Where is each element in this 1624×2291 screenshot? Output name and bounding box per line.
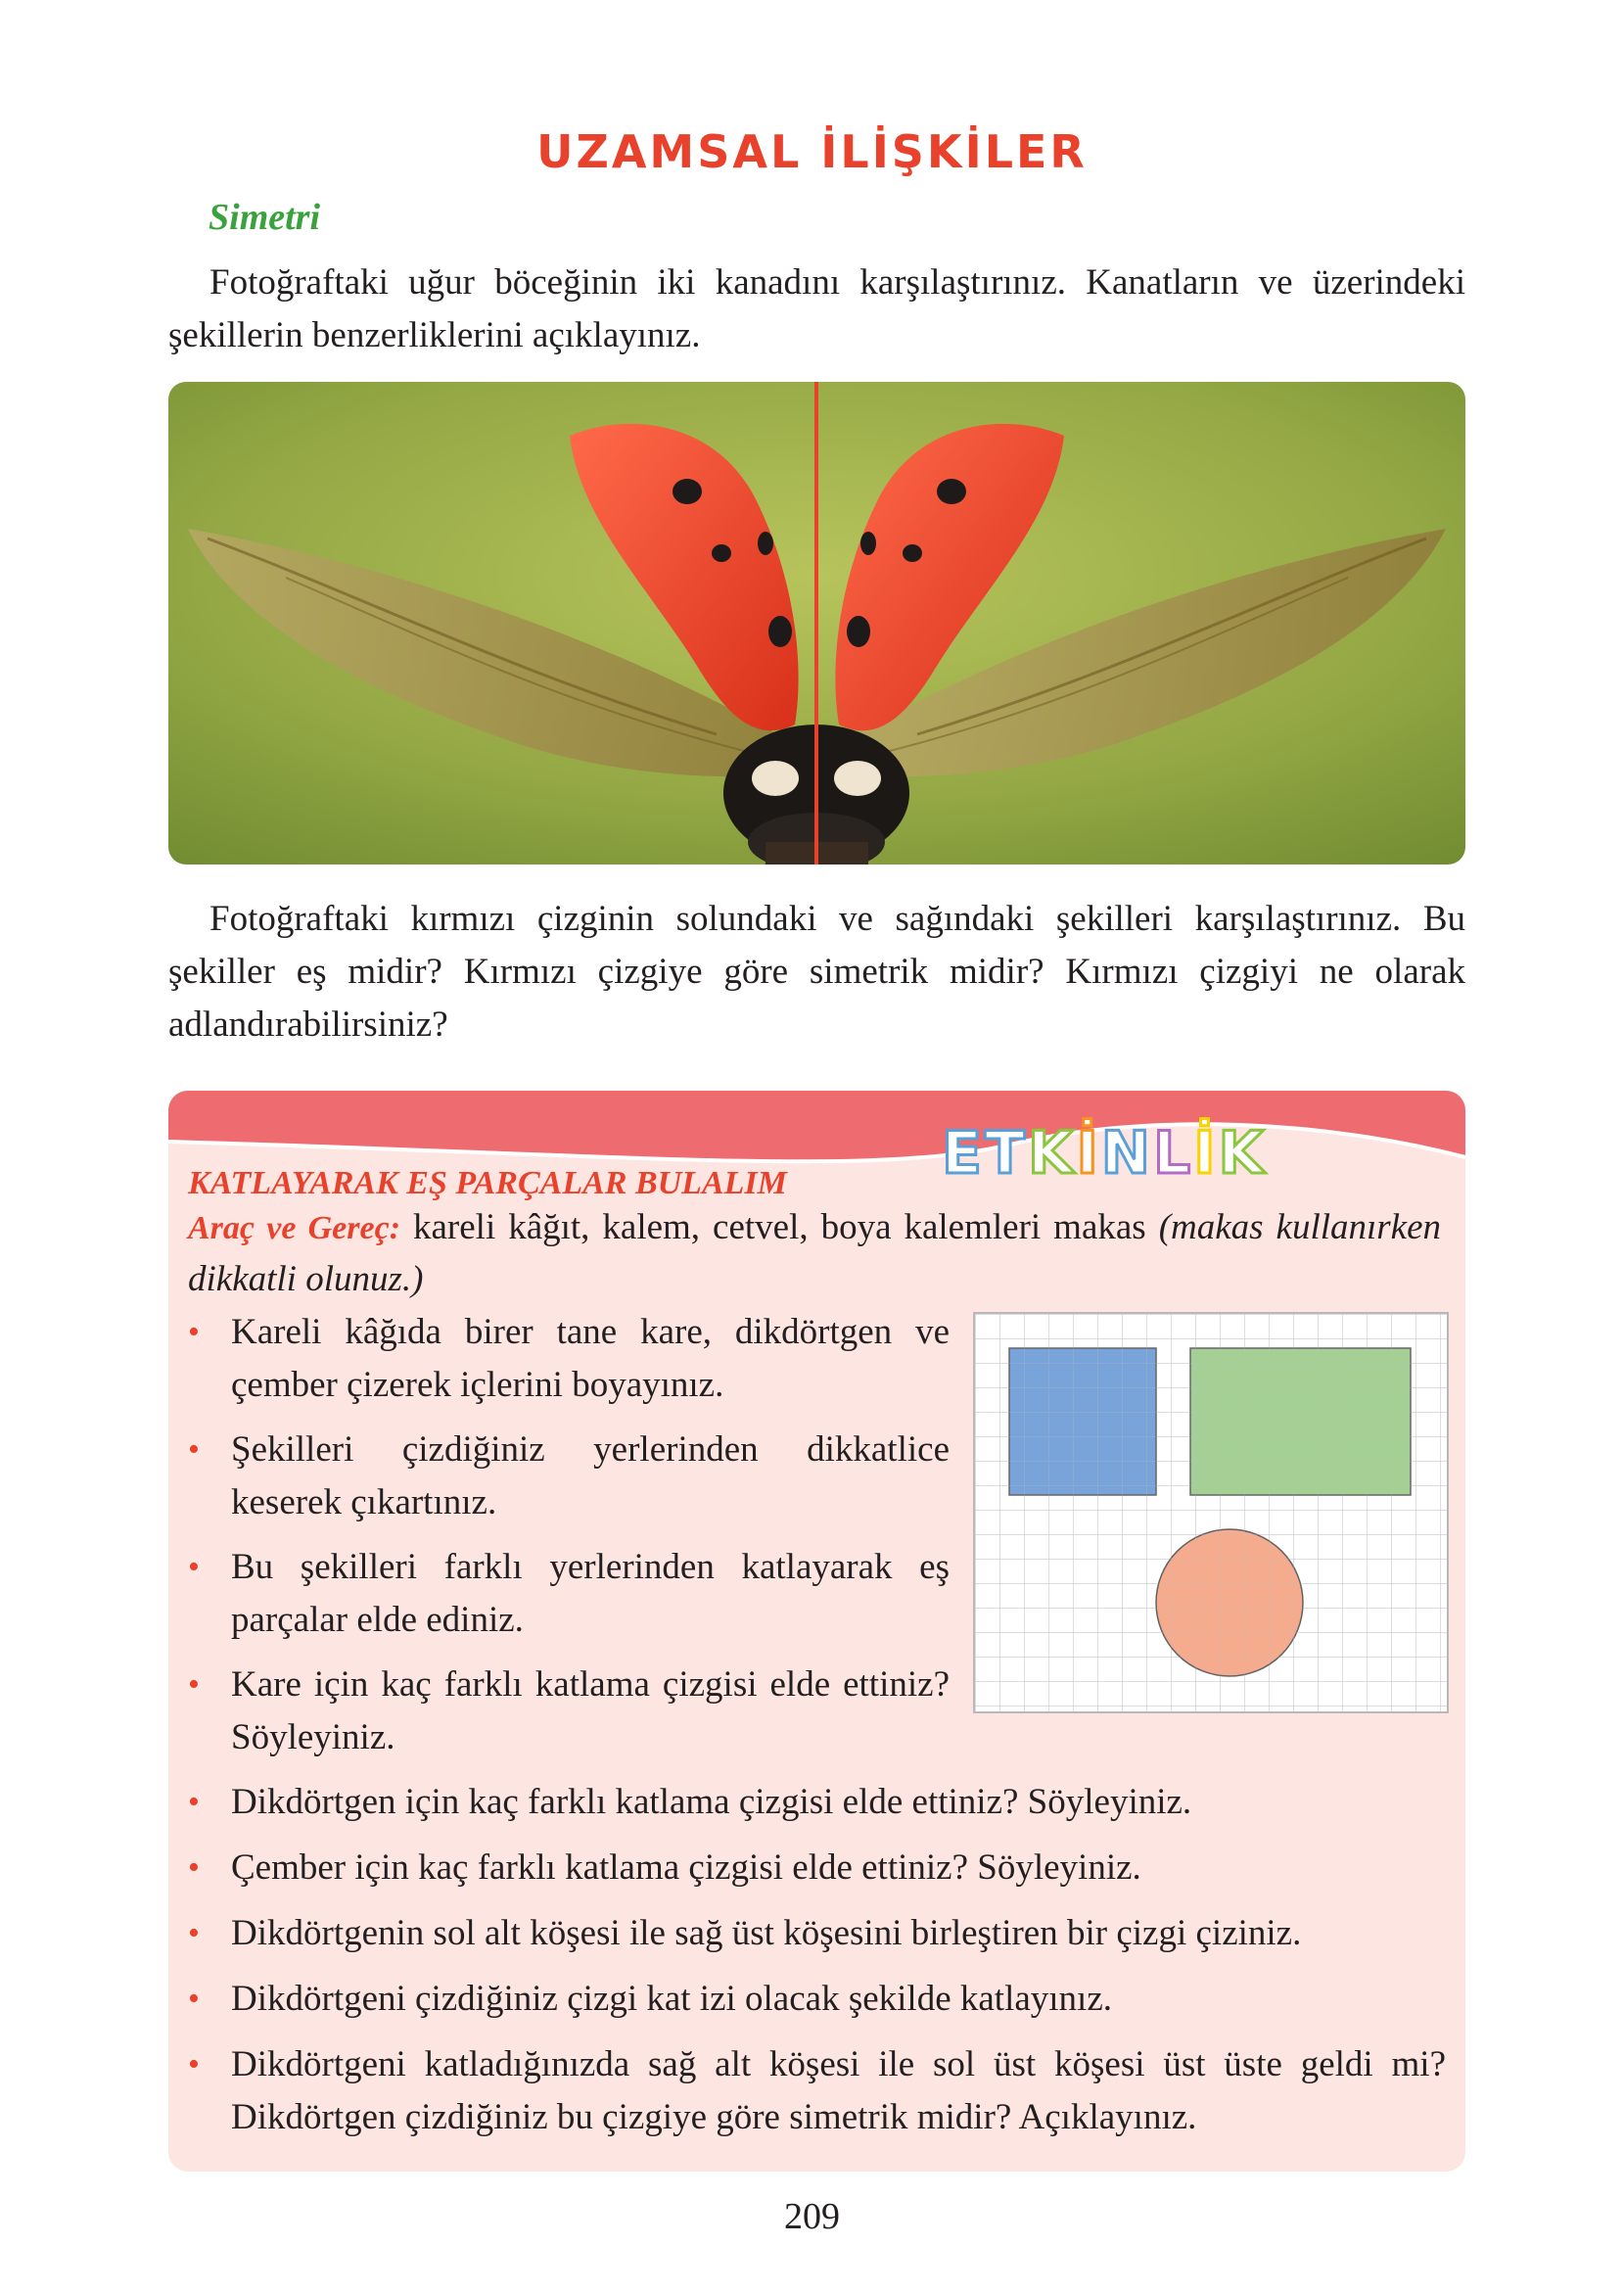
banner-letter: İ <box>1076 1119 1098 1188</box>
banner-letter: K <box>1027 1119 1074 1188</box>
bullet-text: Bu şekilleri farklı yerlerinden katlayarak eş parçalar elde ediniz. <box>231 1547 950 1640</box>
materials-text: kareli kâğıt, kalem, cetvel, boya kalemleri makas <box>413 1207 1146 1247</box>
materials-note: (makas kullanırken dikkatli olunuz.) <box>188 1207 1442 1299</box>
list-item <box>188 2038 1446 2144</box>
intro-text: Fotoğraftaki uğur böceğinin iki kanadını karşılaştırınız. Kanatların ve üzerindeki şekillerin benzerliklerini açıklayınız. <box>168 262 1465 355</box>
question-paragraph <box>168 893 1465 1052</box>
activity-title: KATLAYARAK EŞ PARÇALAR BULALIM <box>188 1165 787 1201</box>
bullet-text: Kareli kâğıda birer tane kare, dikdörtgen ve çember çizerek içlerini boyayınız. <box>231 1312 950 1405</box>
list-item <box>188 1907 1446 1960</box>
page-title: UZAMSAL İLİŞKİLER <box>536 125 1088 178</box>
bullet-dot: • <box>188 1431 200 1468</box>
bullet-dot: • <box>188 1549 200 1585</box>
grid-paper-illustration <box>973 1312 1449 1713</box>
ladybug-photo <box>168 382 1465 865</box>
bullet-dot: • <box>188 1784 200 1820</box>
list-item <box>188 1659 950 1764</box>
banner-letter: E <box>942 1119 982 1188</box>
list-item <box>188 1424 950 1529</box>
bullet-text: Çember için kaç farklı katlama çizgisi elde ettiniz? Söyleyiniz. <box>231 1847 1141 1888</box>
bullet-dot: • <box>188 1981 200 2017</box>
banner-letter: L <box>1152 1119 1191 1188</box>
banner-letter: İ <box>1193 1119 1216 1188</box>
list-item <box>188 1973 1446 2026</box>
question-text: Fotoğraftaki kırmızı çizginin solundaki ve sağındaki şekilleri karşılaştırınız. Bu şekiller eş midir? Kırmızı çizgiye göre simetrik midir? Kırmızı çizgiyi ne olarak adlandırabilirsiniz? <box>168 899 1465 1045</box>
bullet-text: Dikdörtgenin sol alt köşesi ile sağ üst köşesini birleştiren bir çizgi çiziniz. <box>231 1913 1302 1953</box>
page-number: 209 <box>784 2196 840 2237</box>
bullet-dot: • <box>188 1915 200 1951</box>
banner-letter: K <box>1218 1119 1265 1188</box>
materials-label: Araç ve Gereç: <box>188 1210 401 1246</box>
list-item <box>188 1776 1446 1829</box>
list-item <box>188 1842 1446 1894</box>
list-item <box>188 1306 950 1412</box>
bullet-text: Şekilleri çizdiğiniz yerlerinden dikkatlice keserek çıkartınız. <box>231 1429 950 1522</box>
bullet-text: Dikdörtgeni çizdiğiniz çizgi kat izi olacak şekilde katlayınız. <box>231 1979 1113 2019</box>
bullet-dot: • <box>188 2046 200 2082</box>
bullet-text: Dikdörtgeni katladığınızda sağ alt köşesi ile sol üst köşesi üst üste geldi mi? Dikdörtgen çizdiğiniz bu çizgiye göre simetrik midir? Açıklayınız. <box>231 2044 1446 2137</box>
banner-letter: N <box>1100 1119 1150 1188</box>
bullet-dot: • <box>188 1314 200 1350</box>
bullet-text: Kare için kaç farklı katlama çizgisi elde ettiniz? Söyleyiniz. <box>231 1664 950 1757</box>
etkinlik-banner <box>942 1095 1461 1188</box>
banner-letter: T <box>985 1119 1025 1188</box>
list-item <box>188 1541 950 1647</box>
bullet-dot: • <box>188 1666 200 1703</box>
activity-box <box>168 1091 1465 2172</box>
section-subtitle: Simetri <box>209 197 321 238</box>
bullet-dot: • <box>188 1849 200 1886</box>
materials-line <box>188 1202 1441 1305</box>
bullet-text: Dikdörtgen için kaç farklı katlama çizgisi elde ettiniz? Söyleyiniz. <box>231 1782 1192 1822</box>
intro-paragraph <box>168 257 1465 362</box>
